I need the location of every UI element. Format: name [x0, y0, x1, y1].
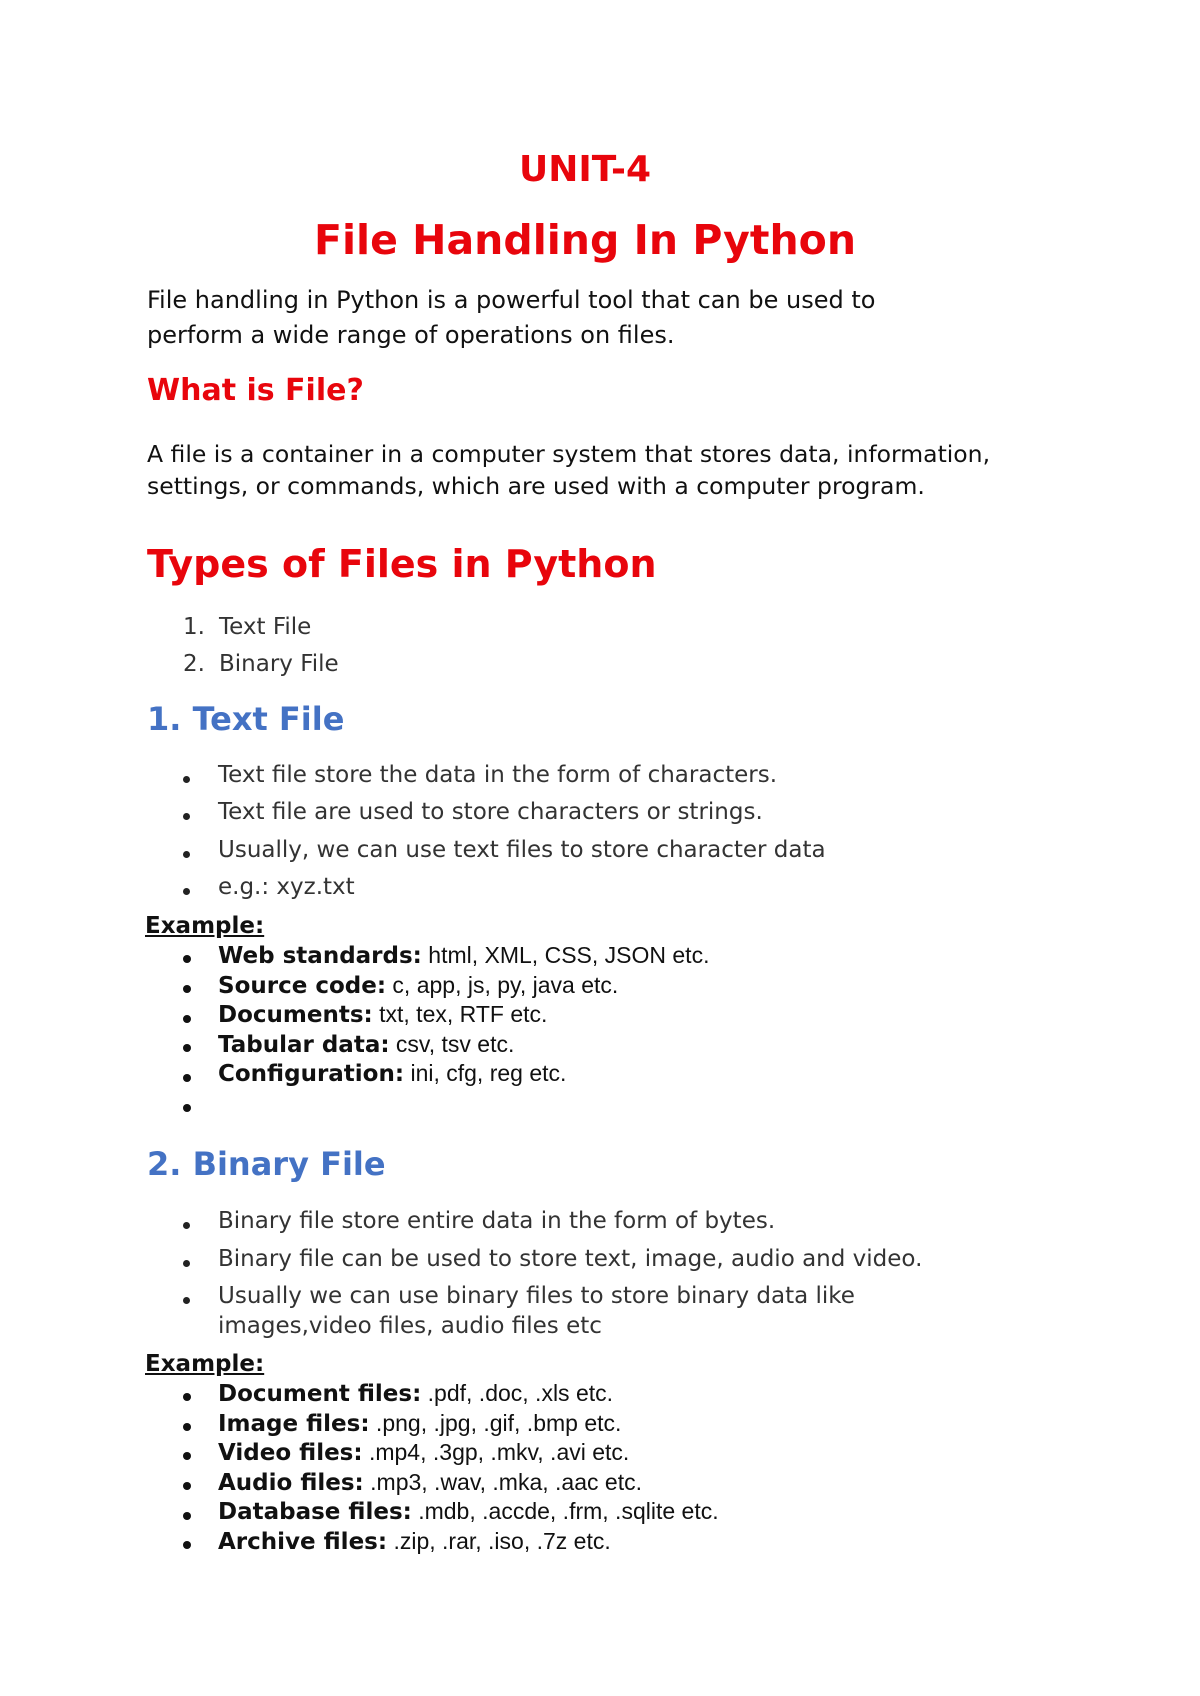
example-term: Archive files:	[218, 1529, 388, 1555]
example-desc: csv, tsv etc.	[389, 1031, 515, 1057]
bullet-icon	[183, 1452, 191, 1460]
list-label: Text File	[219, 614, 312, 640]
text-file-bullet: Usually, we can use text files to store character data	[218, 837, 826, 863]
intro-line-2: perform a wide range of operations on files.	[147, 321, 675, 349]
bullet-icon	[183, 851, 190, 858]
bullet-icon	[183, 1260, 190, 1267]
ordered-list-item	[183, 646, 339, 682]
example-term: Web standards:	[218, 943, 422, 969]
binary-file-example-item	[218, 1498, 719, 1525]
example-term: Tabular data:	[218, 1032, 390, 1058]
text-file-example-label: Example:	[145, 913, 265, 939]
binary-file-bullet-continuation: images,video files, audio files etc	[218, 1313, 602, 1339]
bullet-icon	[183, 955, 191, 963]
bullet-icon	[183, 985, 191, 993]
heading-text-file: 1. Text File	[147, 700, 345, 738]
example-desc: .zip, .rar, .iso, .7z etc.	[387, 1528, 611, 1554]
heading-what-is-file: What is File?	[147, 373, 364, 408]
bullet-icon	[183, 813, 190, 820]
page-title: File Handling In Python	[313, 216, 857, 264]
example-desc: ini, cfg, reg etc.	[404, 1060, 567, 1086]
example-term: Source code:	[218, 973, 387, 999]
example-desc: .mp4, .3gp, .mkv, .avi etc.	[362, 1439, 630, 1465]
text-file-example-item	[218, 1060, 566, 1087]
bullet-icon	[183, 1541, 191, 1549]
binary-file-example-item	[218, 1469, 642, 1496]
example-desc: .png, .jpg, .gif, .bmp etc.	[369, 1410, 622, 1436]
binary-file-example-label: Example:	[145, 1351, 265, 1377]
list-number: 1.	[183, 614, 205, 640]
heading-types-of-files: Types of Files in Python	[147, 542, 657, 586]
empty-bullet-icon	[183, 1104, 191, 1112]
list-number: 2.	[183, 651, 205, 677]
example-term: Audio files:	[218, 1470, 364, 1496]
text-file-example-item	[218, 972, 618, 999]
example-desc: .mp3, .wav, .mka, .aac etc.	[363, 1469, 642, 1495]
example-desc: .pdf, .doc, .xls etc.	[421, 1380, 614, 1406]
example-term: Configuration:	[218, 1061, 405, 1087]
example-term: Documents:	[218, 1002, 373, 1028]
binary-file-example-item	[218, 1380, 613, 1407]
list-label: Binary File	[219, 651, 339, 677]
text-file-example-item	[218, 1031, 514, 1058]
text-file-bullet: Text file store the data in the form of characters.	[218, 762, 778, 788]
bullet-icon	[183, 1015, 191, 1023]
what-is-file-line-2: settings, or commands, which are used with a computer program.	[147, 472, 925, 500]
example-desc: html, XML, CSS, JSON etc.	[421, 942, 710, 968]
bullet-icon	[183, 1222, 190, 1229]
bullet-icon	[183, 888, 190, 895]
binary-file-example-item	[218, 1410, 621, 1437]
binary-file-example-item	[218, 1528, 611, 1555]
bullet-icon	[183, 1512, 191, 1520]
example-term: Document files:	[218, 1381, 422, 1407]
bullet-icon	[183, 776, 190, 783]
example-desc: .mdb, .accde, .frm, .sqlite etc.	[411, 1498, 719, 1524]
example-term: Database files:	[218, 1499, 412, 1525]
example-desc: c, app, js, py, java etc.	[386, 972, 619, 998]
bullet-icon	[183, 1423, 191, 1431]
intro-line-1: File handling in Python is a powerful tool that can be used to	[147, 286, 876, 314]
bullet-icon	[183, 1297, 190, 1304]
example-term: Image files:	[218, 1411, 370, 1437]
text-file-example-item	[218, 1001, 547, 1028]
bullet-icon	[183, 1393, 191, 1401]
bullet-icon	[183, 1044, 191, 1052]
example-desc: txt, tex, RTF etc.	[372, 1001, 548, 1027]
what-is-file-line-1: A file is a container in a computer system that stores data, information,	[147, 440, 991, 468]
example-term: Video files:	[218, 1440, 363, 1466]
text-file-bullet: Text file are used to store characters or strings.	[218, 799, 763, 825]
unit-label: UNIT-4	[518, 149, 651, 190]
binary-file-bullet: Usually we can use binary files to store binary data like	[218, 1283, 855, 1309]
text-file-bullet: e.g.: xyz.txt	[218, 874, 355, 900]
bullet-icon	[183, 1482, 191, 1490]
ordered-list-item	[183, 609, 311, 645]
binary-file-bullet: Binary file can be used to store text, image, audio and video.	[218, 1246, 923, 1272]
heading-binary-file: 2. Binary File	[147, 1145, 386, 1183]
bullet-icon	[183, 1074, 191, 1082]
binary-file-bullet: Binary file store entire data in the form of bytes.	[218, 1208, 776, 1234]
text-file-example-item	[218, 942, 709, 969]
binary-file-example-item	[218, 1439, 629, 1466]
